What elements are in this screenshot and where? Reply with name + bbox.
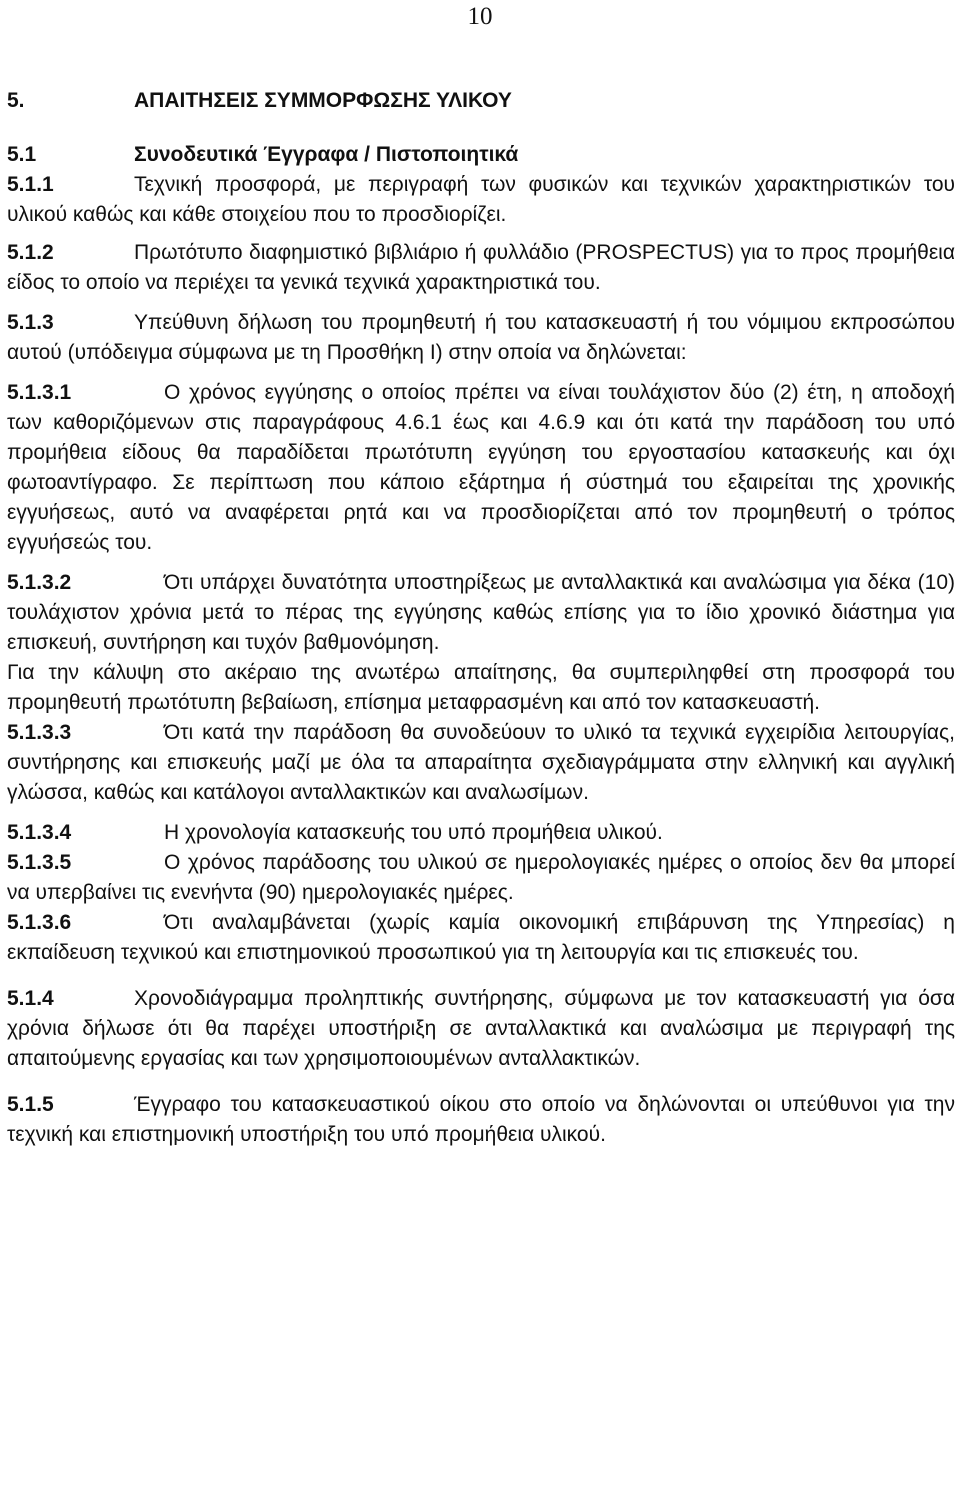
paragraph-5-1-3-3 (7, 718, 955, 808)
subsection-title: Συνοδευτικά Έγγραφα / Πιστοποιητικά (134, 143, 519, 166)
paragraph-number: 5.1.4 (7, 987, 54, 1010)
paragraph-number: 5.1.2 (7, 241, 54, 264)
paragraph-text: Ο χρόνος εγγύησης ο οποίος πρέπει να είναι τουλάχιστον δύο (2) έτη, η αποδοχή των καθοριζόμενων στις παραγράφους 4.6.1 έως και 4.6.9 και ότι κατά την παράδοση του υπό προμήθεια είδους θα παραδίδεται πρωτότυπη εγγύηση του εργοστασίου κατασκευής και όχι φωτοαντίγραφο. Σε περίπτωση που κάποιο εξάρτημα ή σύστημά του εξαιρείται της χρονικής εγγυήσεως, αυτό να αναφέρεται ρητά και να προσδιορίζεται από τον προμηθευτή ο τρόπος εγγυήσεώς του. (7, 381, 955, 554)
paragraph-number: 5.1.3.1 (7, 381, 72, 404)
paragraph-5-1-5 (7, 1090, 955, 1150)
paragraph-number: 5.1.5 (7, 1093, 54, 1116)
paragraph-number: 5.1.3.5 (7, 851, 72, 874)
paragraph-5-1-4 (7, 984, 955, 1074)
paragraph-5-1-3 (7, 308, 955, 368)
paragraph-number: 5.1.3.6 (7, 911, 72, 934)
paragraph-5-1-3-2 (7, 568, 955, 658)
section-title: ΑΠΑΙΤΗΣΕΙΣ ΣΥΜΜΟΡΦΩΣΗΣ ΥΛΙΚΟΥ (134, 89, 512, 112)
paragraph-5-1-2 (7, 238, 955, 298)
paragraph-text: Ότι υπάρχει δυνατότητα υποστηρίξεως με ανταλλακτικά και αναλώσιμα για δέκα (10) τουλάχιστον χρόνια μετά το πέρας της εγγύησης καθώς επίσης για το ίδιο χρονικό διάστημα για επισκευή, συντήρηση και τυχόν βαθμονόμηση. (7, 571, 955, 654)
paragraph-coverage (7, 658, 955, 718)
paragraph-text: Πρωτότυπο διαφημιστικό βιβλιάριο ή φυλλάδιο (PROSPECTUS) για το προς προμήθεια είδος το οποίο να περιέχει τα γενικά τεχνικά χαρακτηριστικά του. (7, 241, 955, 294)
paragraph-text: Ότι κατά την παράδοση θα συνοδεύουν το υλικό τα τεχνικά εγχειρίδια λειτουργίας, συντήρησης και επισκευής μαζί με όλα τα απαραίτητα σχεδιαγράμματα στην ελληνική και αγγλική γλώσσα, καθώς και κατάλογοι ανταλλακτικών και αναλωσίμων. (7, 721, 955, 804)
paragraph-number: 5.1.3.2 (7, 571, 72, 594)
paragraph-5-1-3-6 (7, 908, 955, 968)
page-number: 10 (467, 3, 493, 30)
paragraph-text: Η χρονολογία κατασκευής του υπό προμήθεια υλικού. (164, 821, 663, 844)
paragraph-number: 5.1.1 (7, 173, 54, 196)
document-body (7, 86, 955, 1150)
paragraph-text: Τεχνική προσφορά, με περιγραφή των φυσικών και τεχνικών χαρακτηριστικών του υλικού καθώς και κάθε στοιχείου που το προσδιορίζει. (7, 173, 955, 226)
paragraph-5-1-3-4 (7, 818, 955, 848)
section-heading (7, 86, 955, 116)
subsection-heading (7, 140, 955, 170)
paragraph-5-1-3-1 (7, 378, 955, 558)
section-number: 5. (7, 89, 25, 112)
paragraph-5-1-1 (7, 170, 955, 230)
paragraph-number: 5.1.3.3 (7, 721, 72, 744)
subsection-number: 5.1 (7, 143, 37, 166)
paragraph-number: 5.1.3 (7, 311, 54, 334)
paragraph-text: Υπεύθυνη δήλωση του προμηθευτή ή του κατασκευαστή ή του νόμιμου εκπροσώπου αυτού (υπόδειγμα σύμφωνα με τη Προσθήκη Ι) στην οποία να δηλώνεται: (7, 311, 955, 364)
paragraph-number: 5.1.3.4 (7, 821, 72, 844)
paragraph-text: Χρονοδιάγραμμα προληπτικής συντήρησης, σύμφωνα με τον κατασκευαστή για όσα χρόνια δήλωσε ότι θα παρέχει υποστήριξη σε ανταλλακτικά και αναλώσιμα με περιγραφή της απαιτούμενης εργασίας και των χρησιμοποιουμένων ανταλλακτικών. (7, 987, 955, 1070)
paragraph-text: Ότι αναλαμβάνεται (χωρίς καμία οικονομική επιβάρυνση της Υπηρεσίας) η εκπαίδευση τεχνικού και επιστημονικού προσωπικού για τη λειτουργία και τις επισκευές του. (7, 911, 955, 964)
paragraph-text: Έγγραφο του κατασκευαστικού οίκου στο οποίο να δηλώνονται οι υπεύθυνοι για την τεχνική και επιστημονική υποστήριξη του υπό προμήθεια υλικού. (7, 1093, 955, 1146)
paragraph-text: Ο χρόνος παράδοσης του υλικού σε ημερολογιακές ημέρες ο οποίος δεν θα μπορεί να υπερβαίνει τις ενενήντα (90) ημερολογιακές ημέρες. (7, 851, 955, 904)
paragraph-5-1-3-5 (7, 848, 955, 908)
paragraph-text: Για την κάλυψη στο ακέραιο της ανωτέρω απαίτησης, θα συμπεριληφθεί στη προσφορά του προμηθευτή πρωτότυπη βεβαίωση, επίσημα μεταφρασμένη και από τον κατασκευαστή. (7, 661, 955, 714)
